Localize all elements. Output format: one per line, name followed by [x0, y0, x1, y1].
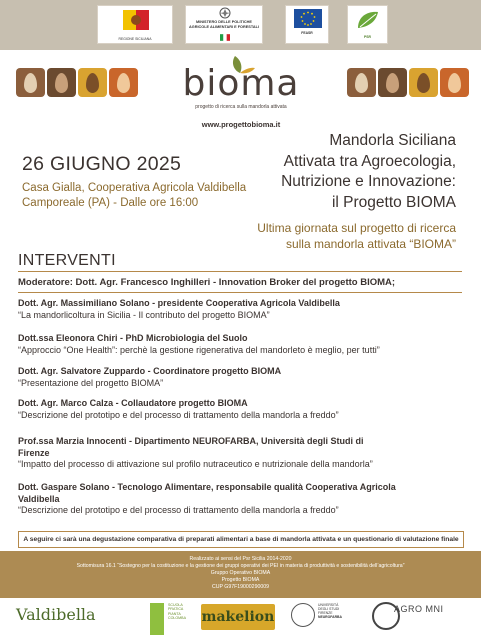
talk-title: “Presentazione del progetto BIOMA”	[18, 377, 164, 388]
unifi-line: UNIVERSITÀ	[318, 603, 339, 607]
almond-tile	[47, 68, 76, 97]
tasting-note: A seguire ci sarà una degustazione comparativa di preparati alimentari a base di mandorla attivata e un questionario di valutazione finale	[18, 531, 464, 548]
logo-makelion: makelion	[201, 604, 275, 630]
almond-tile	[440, 68, 469, 97]
almond-tile	[409, 68, 438, 97]
almond-tiles-left	[16, 68, 138, 97]
logo-caption: PSR	[364, 35, 371, 39]
event-date: 26 GIUGNO 2025	[22, 153, 182, 175]
almond-icon	[55, 73, 68, 93]
talk-title: “Descrizione del prototipo e del processo di trattamento della mandorla a freddo”	[18, 505, 339, 515]
almond-icon	[355, 73, 368, 93]
almond-icon	[86, 73, 99, 93]
logo-psr	[347, 5, 388, 44]
almond-icon	[24, 73, 37, 93]
funding-line: CUP G97F19000290009	[211, 584, 269, 591]
logo-agro: AGRO MNI	[394, 604, 444, 614]
brand-tagline: progetto di ricerca sulla mandorla attivata	[195, 104, 287, 110]
event-subtitle-line: Ultima giornata sul progetto di ricerca	[257, 221, 456, 235]
brand-logo-wordmark: bioma	[182, 63, 300, 104]
divider	[18, 271, 462, 272]
event-subtitle	[240, 221, 456, 252]
almond-icon	[386, 73, 399, 93]
talk-item	[18, 298, 473, 321]
almond-tile	[78, 68, 107, 97]
logo-caption: REGIONE SICILIANA	[118, 37, 152, 41]
almond-icon	[417, 73, 430, 93]
funding-line: Sottomisura 16.1 “Sostegno per la costituzione e la gestione dei gruppi operativi dei PEI in materia di produttività e sostenibilità dell’agricoltura”	[76, 563, 405, 570]
talk-speaker: Firenze	[18, 447, 50, 458]
talk-speaker: Dott. Agr. Salvatore Zuppardo - Coordinatore progetto BIOMA	[18, 366, 282, 376]
logo-feasr	[285, 5, 329, 44]
moderator-line: Moderatore: Dott. Agr. Francesco Inghilleri - Innovation Broker del progetto BIOMA;	[18, 277, 396, 288]
almond-tile	[378, 68, 407, 97]
logo-valdibella: Valdibella	[16, 605, 96, 624]
logo-scuola-caption: SCUOLA PRATICA PIANTA COLOMBA	[168, 603, 186, 620]
almond-tiles-right	[347, 68, 469, 97]
logo-caption: FEASR	[301, 31, 313, 35]
header-logo-band	[0, 0, 481, 50]
talk-speaker: Prof.ssa Marzia Innocenti - Dipartimento NEUROFARBA, Università degli Studi di	[18, 436, 364, 446]
logo-regione-siciliana	[97, 5, 173, 44]
event-title	[240, 131, 456, 213]
logo-unifi-text	[318, 603, 366, 619]
unifi-line: FIRENZE	[318, 611, 333, 615]
event-venue	[22, 181, 246, 211]
talk-item	[18, 398, 473, 421]
almond-icon	[448, 73, 461, 93]
funding-line: Gruppo Operativo BIOMA	[210, 570, 271, 577]
talk-item	[18, 482, 473, 517]
unifi-line: NEUROFARBA	[318, 615, 342, 619]
almond-tile	[16, 68, 45, 97]
talk-speaker: Dott. Agr. Massimiliano Solano - presidente Cooperativa Agricola Valdibella	[18, 298, 340, 308]
interventi-heading: INTERVENTI	[18, 252, 116, 269]
event-title-line: Attivata tra Agroecologia,	[283, 152, 456, 170]
funding-band	[0, 551, 481, 598]
venue-line: Camporeale (PA) - Dalle ore 16:00	[22, 197, 199, 209]
event-title-line: il Progetto BIOMA	[331, 193, 456, 211]
unifi-seal-icon	[291, 603, 315, 627]
website-link[interactable]: www.progettobioma.it	[201, 120, 281, 129]
divider	[18, 292, 462, 293]
italy-emblem-icon	[186, 6, 263, 20]
funding-line: Progetto BIOMA	[221, 577, 260, 584]
talk-item	[18, 436, 473, 471]
talk-item	[18, 366, 473, 389]
logo-scuola-pratica	[150, 603, 164, 635]
event-title-line: Mandorla Siciliana	[329, 132, 456, 149]
talk-title: “Descrizione del prototipo e del processo di trattamento della mandorla a freddo”	[18, 409, 339, 420]
almond-tile	[109, 68, 138, 97]
italy-flag-icon	[220, 34, 230, 41]
eu-flag-icon	[286, 6, 329, 30]
talk-speaker: Dott. Agr. Marco Calza - Collaudatore progetto BIOMA	[18, 398, 248, 408]
talk-item	[18, 333, 473, 356]
venue-line: Casa Gialla, Cooperativa Agricola Valdibella	[22, 182, 247, 194]
event-title-line: Nutrizione e Innovazione:	[281, 173, 456, 190]
psr-sicilia-logo-icon	[348, 6, 388, 34]
talk-speaker: Dott. Gaspare Solano - Tecnologo Alimentare, responsabile qualità Cooperativa Agricola	[18, 482, 396, 492]
almond-tile	[347, 68, 376, 97]
logo-caption: MINISTERO DELLE POLITICHE AGRICOLE ALIMENTARI E FORESTALI	[189, 20, 259, 29]
sicily-region-crest-icon	[98, 6, 173, 36]
talk-title: “Approccio “One Health”: perchè la gestione rigenerativa del mandorleto è meglio, per tutti”	[18, 344, 380, 355]
unifi-line: DEGLI STUDI	[318, 607, 340, 611]
talk-title: “La mandorlicoltura in Sicilia - Il contributo del progetto BIOMA”	[18, 309, 270, 320]
funding-line: Realizzato ai sensi del Psr Sicilia 2014-2020	[189, 556, 292, 562]
talk-speaker: Valdibella	[18, 493, 60, 504]
event-subtitle-line: sulla mandorla attivata “BIOMA”	[285, 236, 456, 251]
talk-title: “Impatto del processo di attivazione sul profilo nutraceutico e nutrizionale della mandorla”	[18, 459, 373, 469]
talk-speaker: Dott.ssa Eleonora Chiri - PhD Microbiologia del Suolo	[18, 333, 248, 343]
logo-ministero	[185, 5, 263, 44]
almond-icon	[117, 73, 130, 93]
